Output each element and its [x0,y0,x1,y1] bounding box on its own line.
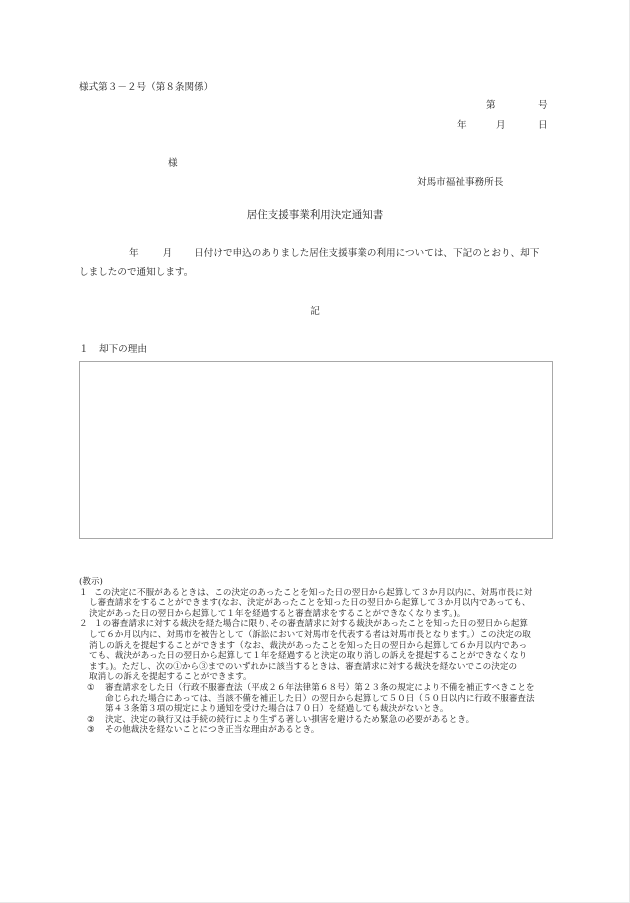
body-year-label: 年 [129,248,139,259]
section-1-heading [79,344,147,356]
notice-item-number: １ [79,587,88,598]
doc-number-suffix: 号 [538,100,548,111]
date-month-label: 月 [496,120,506,131]
notice-line [79,662,559,673]
notice-line [79,715,559,726]
notice-text: この決定に不服があるときは、この決定のあったことを知った日の翌日から起算して３か月以内に、対馬市長に対 [94,587,533,598]
rejection-reason-box[interactable] [79,361,553,539]
notice-text: ます。)。ただし、次の①から③までのいずれかに該当するときは、審査請求に対する裁決を経ないでこの決定の [89,661,518,672]
doc-number-prefix: 第 [486,100,496,111]
notice-text: 命じられた場合にあっては、当該不備を補正した日）の翌日から起算して５０日（５０日以内に行政不服審査法 [105,693,535,704]
body-month-label: 月 [162,248,173,259]
notice-line [79,683,559,694]
notice-line [79,598,559,609]
notice-text: 決定があった日の翌日から起算して１年を経過すると審査請求をすることができなくなります。)。 [89,608,466,619]
section-1-number: １ [79,344,89,355]
date-day-label: 日 [538,120,548,131]
notice-section [79,577,559,736]
notice-line [79,641,559,652]
notice-text: 消しの訴えを提起することができます（なお、裁決があったことを知った日の翌日から起算して６か月以内であっ [89,640,528,651]
form-number: 様式第３－２号（第８条関係） [79,82,214,93]
notice-subitem-number: ② [87,714,95,725]
section-1-label: 却下の理由 [99,344,147,355]
notice-text: し審査請求をすることができます(なお、決定があったことを知った日の翌日から起算して３か月以内であっても、 [89,598,531,609]
notice-text: ても、裁決があった日の翌日から起算して１年を経過すると決定の取り消しの訴えを提起することができなくなり [89,651,528,662]
notice-text: して６か月以内に、対馬市を被告として（訴訟において対馬市を代表する者は対馬市長となります。）この決定の取 [89,629,531,640]
body-text: 日付けで申込のありました居住支援事業の利用については、下記のとおり、却下 [194,248,540,259]
recipient-honorific: 様 [168,158,178,169]
notice-text: １の審査請求に対する裁決を経た場合に限り､その審査請求に対する裁決があったことを知った日の翌日から起算 [94,619,528,630]
document-title: 居住支援事業利用決定通知書 [246,209,384,221]
notice-line [79,672,559,683]
notice-text: 取消しの訴えを提起することができます。 [89,672,252,683]
notice-line [79,725,559,736]
notice-text: その他裁決を経ないことにつき正当な理由があるとき。 [105,725,320,736]
notice-line [79,609,559,620]
notice-line [79,619,559,630]
notice-line [79,630,559,641]
notice-subitem-number: ③ [87,725,95,736]
notice-line [79,694,559,705]
body-line-1 [79,248,553,260]
notice-item-number: ２ [79,619,88,630]
notice-heading: (教示) [79,577,103,587]
body-line-2: しましたので通知します。 [79,267,194,278]
notice-line [79,704,559,715]
issuer-name: 対馬市福祉事務所長 [417,177,504,188]
notice-line [79,651,559,662]
notice-subitem-number: ① [87,682,95,693]
notice-text: 決定、決定の執行又は手続の続行により生ずる著しい損害を避けるため緊急の必要があるとき。 [105,714,475,725]
notice-line [79,588,559,599]
notice-text: 審査請求をした日（行政不服審査法（平成２６年法律第６８号）第２３条の規定により不備を補正すべきことを [105,682,535,693]
date-year-label: 年 [457,120,467,131]
ki-heading: 記 [310,306,320,317]
notice-text: 第４３条第３項の規定により通知を受けた場合は７０日）を経過しても裁決がないとき。 [105,704,449,715]
